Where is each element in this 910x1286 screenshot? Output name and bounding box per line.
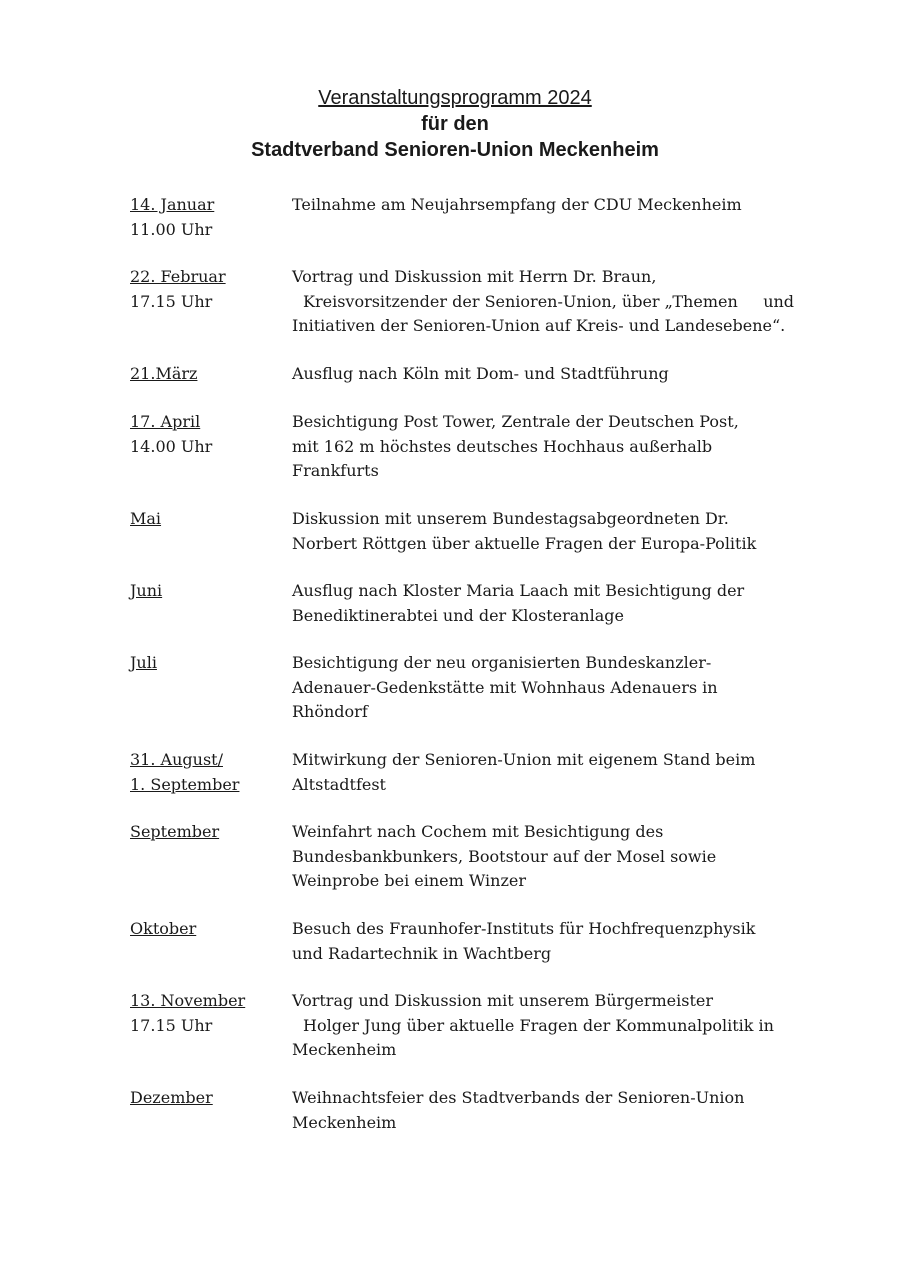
event-description bbox=[292, 1086, 792, 1135]
event-time: 17.15 Uhr bbox=[130, 291, 213, 311]
event-description bbox=[292, 651, 792, 725]
description-line: Besuch des Fraunhofer-Instituts für Hochfrequenzphysik bbox=[292, 919, 756, 938]
description-line: Benediktinerabtei und der Klosteranlage bbox=[292, 605, 624, 625]
event-date: 17. April bbox=[130, 412, 201, 431]
description-line: Vortrag und Diskussion mit Herrn Dr. Braun, bbox=[292, 267, 657, 286]
title-line-1: Veranstaltungsprogramm 2024 bbox=[318, 87, 592, 109]
event-date-block bbox=[130, 265, 290, 314]
event-date-block bbox=[130, 917, 290, 942]
description-line: Kreisvorsitzender der Senioren-Union, über „Themen und bbox=[303, 291, 795, 311]
event-description bbox=[292, 193, 792, 218]
description-line: Ausflug nach Kloster Maria Laach mit Besichtigung der bbox=[292, 581, 745, 600]
event-date: Juni bbox=[130, 581, 163, 600]
event-date-second: 1. September bbox=[130, 774, 240, 794]
description-line: Vortrag und Diskussion mit unserem Bürgermeister bbox=[292, 991, 714, 1010]
description-line: Weihnachtsfeier des Stadtverbands der Senioren-Union bbox=[292, 1088, 745, 1107]
event-date-block bbox=[130, 362, 290, 387]
event-date: Juli bbox=[130, 653, 157, 672]
event-date: Mai bbox=[130, 509, 162, 528]
title-line-3: Stadtverband Senioren-Union Meckenheim bbox=[251, 139, 659, 161]
description-line: Meckenheim bbox=[292, 1112, 397, 1132]
description-line: Adenauer-Gedenkstätte mit Wohnhaus Adenauers in bbox=[292, 677, 718, 697]
document-title bbox=[0, 86, 910, 163]
event-date-block bbox=[130, 1086, 290, 1111]
description-line: und Radartechnik in Wachtberg bbox=[292, 943, 552, 963]
event-date: September bbox=[130, 822, 220, 841]
event-date-block bbox=[130, 748, 290, 797]
event-date: Dezember bbox=[130, 1088, 213, 1107]
event-description bbox=[292, 917, 792, 966]
description-line: Besichtigung Post Tower, Zentrale der Deutschen Post, bbox=[292, 412, 739, 431]
description-line: Mitwirkung der Senioren-Union mit eigenem Stand beim bbox=[292, 750, 756, 769]
event-description bbox=[292, 820, 792, 894]
description-line: Initiativen der Senioren-Union auf Kreis- und Landesebene“. bbox=[292, 316, 786, 335]
description-line: Altstadtfest bbox=[292, 774, 386, 794]
event-description bbox=[292, 265, 795, 339]
description-line: Holger Jung über aktuelle Fragen der Kommunalpolitik in bbox=[303, 1015, 774, 1035]
event-time: 11.00 Uhr bbox=[130, 219, 213, 239]
event-description bbox=[292, 748, 792, 797]
event-description bbox=[292, 507, 792, 556]
description-line: Weinfahrt nach Cochem mit Besichtigung des bbox=[292, 822, 664, 841]
event-date: Oktober bbox=[130, 919, 197, 938]
event-date: 31. August/ bbox=[130, 750, 223, 769]
event-date-block bbox=[130, 410, 290, 459]
description-line: Diskussion mit unserem Bundestagsabgeordneten Dr. bbox=[292, 509, 729, 528]
event-date: 21.März bbox=[130, 364, 198, 383]
event-date: 13. November bbox=[130, 991, 246, 1010]
description-line: Weinprobe bei einem Winzer bbox=[292, 871, 527, 890]
event-date-block bbox=[130, 193, 290, 242]
event-date: 22. Februar bbox=[130, 267, 226, 286]
event-date: 14. Januar bbox=[130, 195, 215, 214]
description-line: mit 162 m höchstes deutsches Hochhaus außerhalb bbox=[292, 436, 713, 456]
event-description bbox=[292, 579, 792, 628]
event-description bbox=[292, 989, 792, 1063]
event-date-block bbox=[130, 651, 290, 676]
event-time: 17.15 Uhr bbox=[130, 1015, 213, 1035]
description-line: Bundesbankbunkers, Bootstour auf der Mosel sowie bbox=[292, 846, 717, 866]
description-line: Rhöndorf bbox=[292, 702, 368, 721]
event-date-block bbox=[130, 820, 290, 845]
description-line: Norbert Röttgen über aktuelle Fragen der Europa-Politik bbox=[292, 533, 757, 553]
description-line: Teilnahme am Neujahrsempfang der CDU Meckenheim bbox=[292, 195, 742, 214]
title-line-2: für den bbox=[421, 113, 489, 135]
event-time: 14.00 Uhr bbox=[130, 436, 213, 456]
event-date-block bbox=[130, 989, 290, 1038]
description-line: Ausflug nach Köln mit Dom- und Stadtführung bbox=[292, 364, 669, 383]
description-line: Besichtigung der neu organisierten Bundeskanzler- bbox=[292, 653, 712, 672]
event-date-block bbox=[130, 507, 290, 532]
event-description bbox=[292, 410, 792, 484]
event-date-block bbox=[130, 579, 290, 604]
description-line: Meckenheim bbox=[292, 1040, 397, 1059]
event-description bbox=[292, 362, 792, 387]
description-line: Frankfurts bbox=[292, 461, 379, 480]
